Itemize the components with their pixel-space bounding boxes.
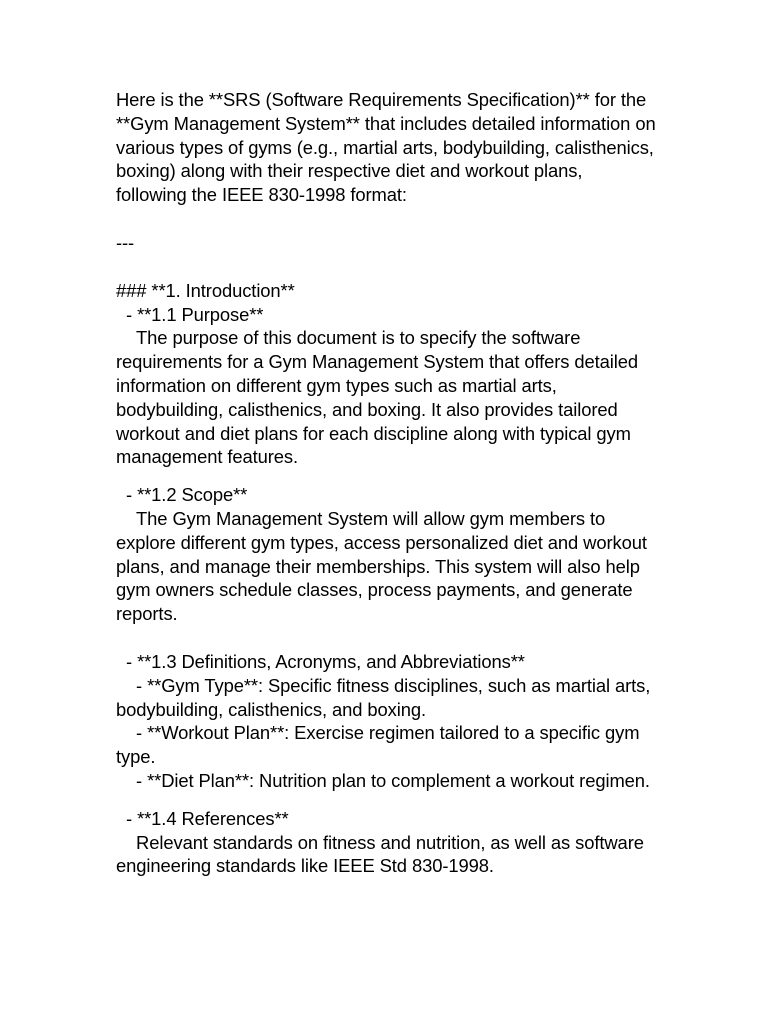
definition-item: - **Workout Plan**: Exercise regimen tailored to a specific gym type. [116,722,645,768]
spacer [116,255,656,279]
spacer [116,793,656,807]
definition-item: - **Diet Plan**: Nutrition plan to complement a workout regimen. [116,769,650,791]
scope-body: The Gym Management System will allow gym members to explore different gym types, access personalized diet and workout plans, and manage their memberships. This system will also help gym owners schedule classes, process payments, and generate reports. [116,507,652,625]
spacer [116,207,656,231]
references-title: - **1.4 References** [116,807,289,829]
purpose-body: The purpose of this document is to specify the software requirements for a Gym Management System that offers detailed information on different gym types such as martial arts, bodybuilding, calisthenics, and boxing. It also provides tailored workout and diet plans for each discipline along with typical gym management features. [116,327,644,468]
definition-item: - **Gym Type**: Specific fitness disciplines, such as martial arts, bodybuilding, calisthenics, and boxing. [116,674,656,720]
definitions-title: - **1.3 Definitions, Acronyms, and Abbreviations** [116,650,525,672]
horizontal-rule-text: --- [116,231,135,253]
spacer [116,626,656,650]
purpose-title: - **1.1 Purpose** [116,303,264,325]
document-body [116,88,661,878]
references-body: Relevant standards on fitness and nutrition, as well as software engineering standards like IEEE Std 830-1998. [116,831,649,877]
spacer [116,469,656,483]
scope-title: - **1.2 Scope** [116,484,248,506]
section-1-heading: ### **1. Introduction** [116,279,295,301]
intro-paragraph: Here is the **SRS (Software Requirements Specification)** for the **Gym Management System** that includes detailed information on various types of gyms (e.g., martial arts, bodybuilding, calisthenics, boxing) along with their respective diet and workout plans, following the IEEE 830-1998 format: [116,89,661,206]
